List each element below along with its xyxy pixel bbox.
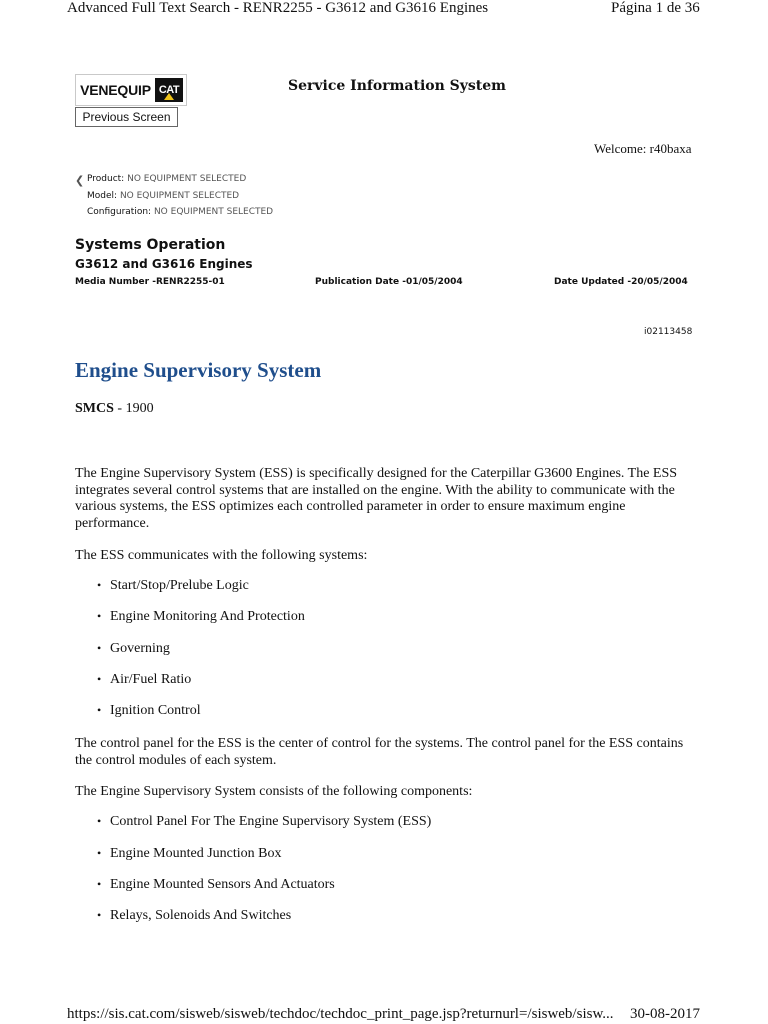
list-item [97,814,431,830]
list-item [97,877,335,893]
list-item-text: Engine Mounted Sensors And Actuators [110,877,335,892]
bullet-icon: • [97,641,102,655]
document-engines: G3612 and G3616 Engines [75,257,253,271]
components-intro-paragraph: The Engine Supervisory System consists of the following components: [75,784,473,799]
product-row [87,174,246,184]
print-footer-date: 30-08-2017 [630,1006,700,1022]
page-title: Engine Supervisory System [75,358,322,382]
date-updated: Date Updated -20/05/2004 [554,277,688,287]
configuration-label: Configuration: [87,207,152,217]
document-id: i02113458 [644,327,693,337]
smcs-label: SMCS [75,401,114,416]
previous-screen-button[interactable]: Previous Screen [75,107,178,127]
intro-paragraph: The Engine Supervisory System (ESS) is specifically designed for the Caterpillar G3600 Engines. The ESS integrates several control systems that are installed on the engine. With the ability to communicate with the various systems, the ESS optimizes each controlled parameter in order to ensure maximum engine performance. [75,466,678,531]
list-item [97,908,291,924]
smcs-code [75,401,154,417]
list-item-text: Start/Stop/Prelube Logic [110,578,249,593]
list-item [97,672,191,688]
bullet-icon: • [97,846,102,860]
cat-logo-text: CAT [158,84,180,96]
bullet-icon: • [97,814,102,828]
bullet-icon: • [97,877,102,891]
list-item-text: Engine Mounted Junction Box [110,846,282,861]
model-row [87,191,239,201]
list-item [97,578,249,594]
list-item [97,846,282,862]
configuration-row [87,207,273,217]
smcs-value: - 1900 [113,401,154,416]
model-label: Model: [87,191,118,201]
model-value: NO EQUIPMENT SELECTED [119,191,240,201]
bullet-icon: • [97,672,102,686]
control-panel-paragraph: The control panel for the ESS is the center of control for the systems. The control panel for the ESS contains the control modules of each system. [75,736,684,768]
product-value: NO EQUIPMENT SELECTED [127,174,247,184]
print-header-title: Advanced Full Text Search - RENR2255 - G3612 and G3616 Engines [67,0,489,16]
list-item-text: Engine Monitoring And Protection [110,609,305,624]
list-item-text: Relays, Solenoids And Switches [110,908,292,923]
service-information-system-title: Service Information System [288,78,506,94]
welcome-user: Welcome: r40baxa [594,141,692,156]
print-footer-url: https://sis.cat.com/sisweb/sisweb/techdoc/techdoc_print_page.jsp?returnurl=/sisweb/sisw... [67,1006,614,1022]
document-section: Systems Operation [75,237,226,253]
list-item-text: Ignition Control [110,703,201,718]
systems-intro-paragraph: The ESS communicates with the following systems: [75,548,368,563]
list-item [97,609,305,625]
list-item-text: Governing [110,641,170,656]
bullet-icon: • [97,609,102,623]
configuration-value: NO EQUIPMENT SELECTED [153,207,274,217]
chevron-left-icon[interactable]: ❮ [75,174,85,187]
list-item [97,703,201,719]
media-number: Media Number -RENR2255-01 [75,277,225,287]
publication-date: Publication Date -01/05/2004 [315,277,463,287]
bullet-icon: • [97,703,102,717]
product-label: Product: [87,174,125,184]
logo-text: VENEQUIP [80,82,151,98]
print-header-page-number: Página 1 de 36 [611,0,700,16]
list-item-text: Control Panel For The Engine Supervisory System (ESS) [110,814,432,829]
bullet-icon: • [97,578,102,592]
list-item-text: Air/Fuel Ratio [110,672,192,687]
bullet-icon: • [97,908,102,922]
list-item [97,641,170,657]
venequip-cat-logo [75,74,187,106]
cat-logo-icon [155,78,183,102]
